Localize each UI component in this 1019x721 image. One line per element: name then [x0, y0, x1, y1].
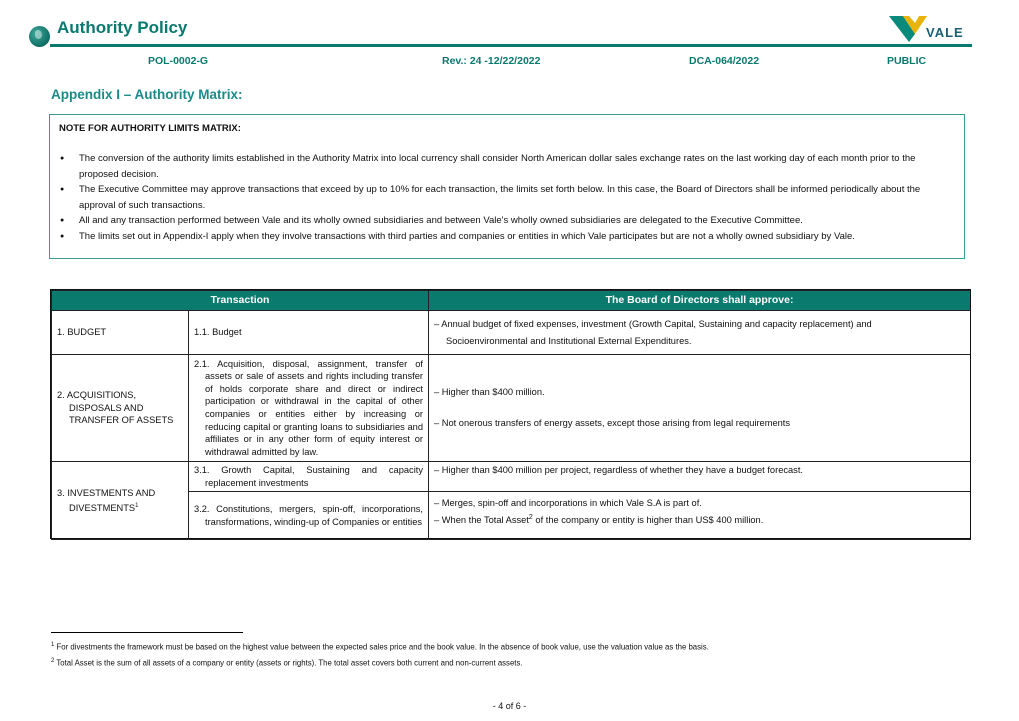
revision: Rev.: 24 -12/22/2022: [442, 55, 541, 67]
sub-investments-growth-text: 3.1. Growth Capital, Sustaining and capacity replacement investments: [194, 465, 423, 488]
approve-investments-line: – Merges, spin-off and incorporations in which Vale S.A is part of.: [434, 498, 702, 509]
footnote: [51, 642, 709, 652]
doc-code: POL-0002-G: [148, 55, 209, 67]
category-investments: [52, 462, 189, 540]
footnote-number: 2: [51, 658, 55, 664]
category-acquisitions-line: TRANSFER OF ASSETS: [69, 415, 174, 426]
approve-acquisitions-line: – Not onerous transfers of energy assets, except those arising from legal requirements: [434, 418, 791, 428]
approve-investments-line: – When the Total Asset: [434, 514, 529, 525]
table-row: [52, 311, 971, 355]
note-item: ● The conversion of the authority limits established in the Authority Matrix into local currency shall consider North American dollar sales exchange rates on the last working day of each month prior to the proposed decision.: [59, 151, 957, 182]
table-row: [52, 462, 971, 492]
footnote-divider: [51, 632, 243, 633]
document-title: Authority Policy: [57, 18, 188, 37]
note-box: [49, 114, 965, 259]
note-item: ● The Executive Committee may approve transactions that exceed by up to 10% for each transaction, the limits set forth below. In this case, the Board of Directors shall be informed periodically about the approval of such transactions.: [59, 182, 957, 213]
footnote-number: 1: [51, 642, 55, 648]
category-acquisitions-line: DISPOSALS AND: [69, 402, 144, 413]
category-investments-line: DIVESTMENTS: [69, 502, 136, 513]
table-row: [52, 492, 971, 540]
sub-budget: 1.1. Budget: [189, 311, 429, 355]
note-item: ● The limits set out in Appendix-I apply when they involve transactions with third parties and companies or entities in which Vale participates but are not a wholly owned subsidiary by Vale.: [59, 229, 957, 245]
footnote-ref: 2: [528, 513, 533, 521]
authority-matrix-table: [51, 290, 971, 540]
header-transaction: Transaction: [52, 291, 429, 311]
footnote-text: Total Asset is the sum of all assets of a company or entity (assets or rights). The total asset covers both current and non-current assets.: [54, 658, 523, 668]
globe-icon: [29, 26, 50, 47]
footnote-text: For divestments the framework must be based on the highest value between the expected sales price and the book value. In the absence of book value, use the valuation value as the basis.: [54, 642, 709, 652]
approve-acquisitions-line: – Higher than $400 million.: [434, 387, 545, 398]
header-divider: [50, 44, 972, 47]
category-acquisitions-line: 2. ACQUISITIONS,: [57, 390, 137, 401]
header-board-approval: The Board of Directors shall approve:: [429, 291, 971, 311]
approve-acquisitions: [429, 355, 971, 462]
approve-investments-line: of the company or entity is higher than US$ 400 million.: [532, 514, 764, 525]
sub-acquisitions-text: 2.1. Acquisition, disposal, assignment, transfer of assets or sale of assets and rights including transfer of holds corporate share and direct or indirect participation or withdrawal in the capital of other companies or entities either by increasing or reducing capital or granting loans to subsidiaries and affiliates or in any other form of equity interest or withdrawal admitted by law.: [194, 358, 423, 457]
classification: PUBLIC: [887, 55, 927, 67]
table-row: [52, 355, 971, 462]
approve-budget-line-cont: Socioenvironmental and Institutional External Expenditures.: [446, 335, 692, 346]
note-list: [59, 151, 957, 244]
category-budget: 1. BUDGET: [52, 311, 189, 355]
approve-investments-growth: – Higher than $400 million per project, regardless of whether they have a budget forecast.: [429, 462, 971, 492]
sub-investments-mergers-text: 3.2. Constitutions, mergers, spin-off, incorporations, transformations, winding-up of Companies or entities: [194, 504, 423, 527]
dca-number: DCA-064/2022: [689, 55, 760, 67]
approve-budget: [429, 311, 971, 355]
note-item: ● All and any transaction performed between Vale and its wholly owned subsidiaries and between Vale's wholly owned subsidiaries are delegated to the Executive Committee.: [59, 213, 957, 229]
sub-investments-growth: [189, 462, 429, 492]
category-acquisitions: [52, 355, 189, 462]
sub-investments-mergers: [189, 492, 429, 540]
approve-budget-line: – Annual budget of fixed expenses, investment (Growth Capital, Sustaining and capacity replacement) and: [434, 318, 872, 329]
sub-acquisitions: [189, 355, 429, 462]
table-header-row: [52, 291, 971, 311]
footnote: [51, 658, 523, 668]
page-number: - 4 of 6 -: [492, 701, 527, 711]
note-title: NOTE FOR AUTHORITY LIMITS MATRIX:: [59, 123, 241, 134]
category-investments-line: 3. INVESTMENTS AND: [57, 487, 156, 498]
appendix-title: Appendix I – Authority Matrix:: [51, 87, 243, 102]
approve-investments-mergers: [429, 492, 971, 540]
footnote-ref: 1: [135, 502, 139, 509]
vale-logo-text: VALE: [926, 25, 964, 40]
